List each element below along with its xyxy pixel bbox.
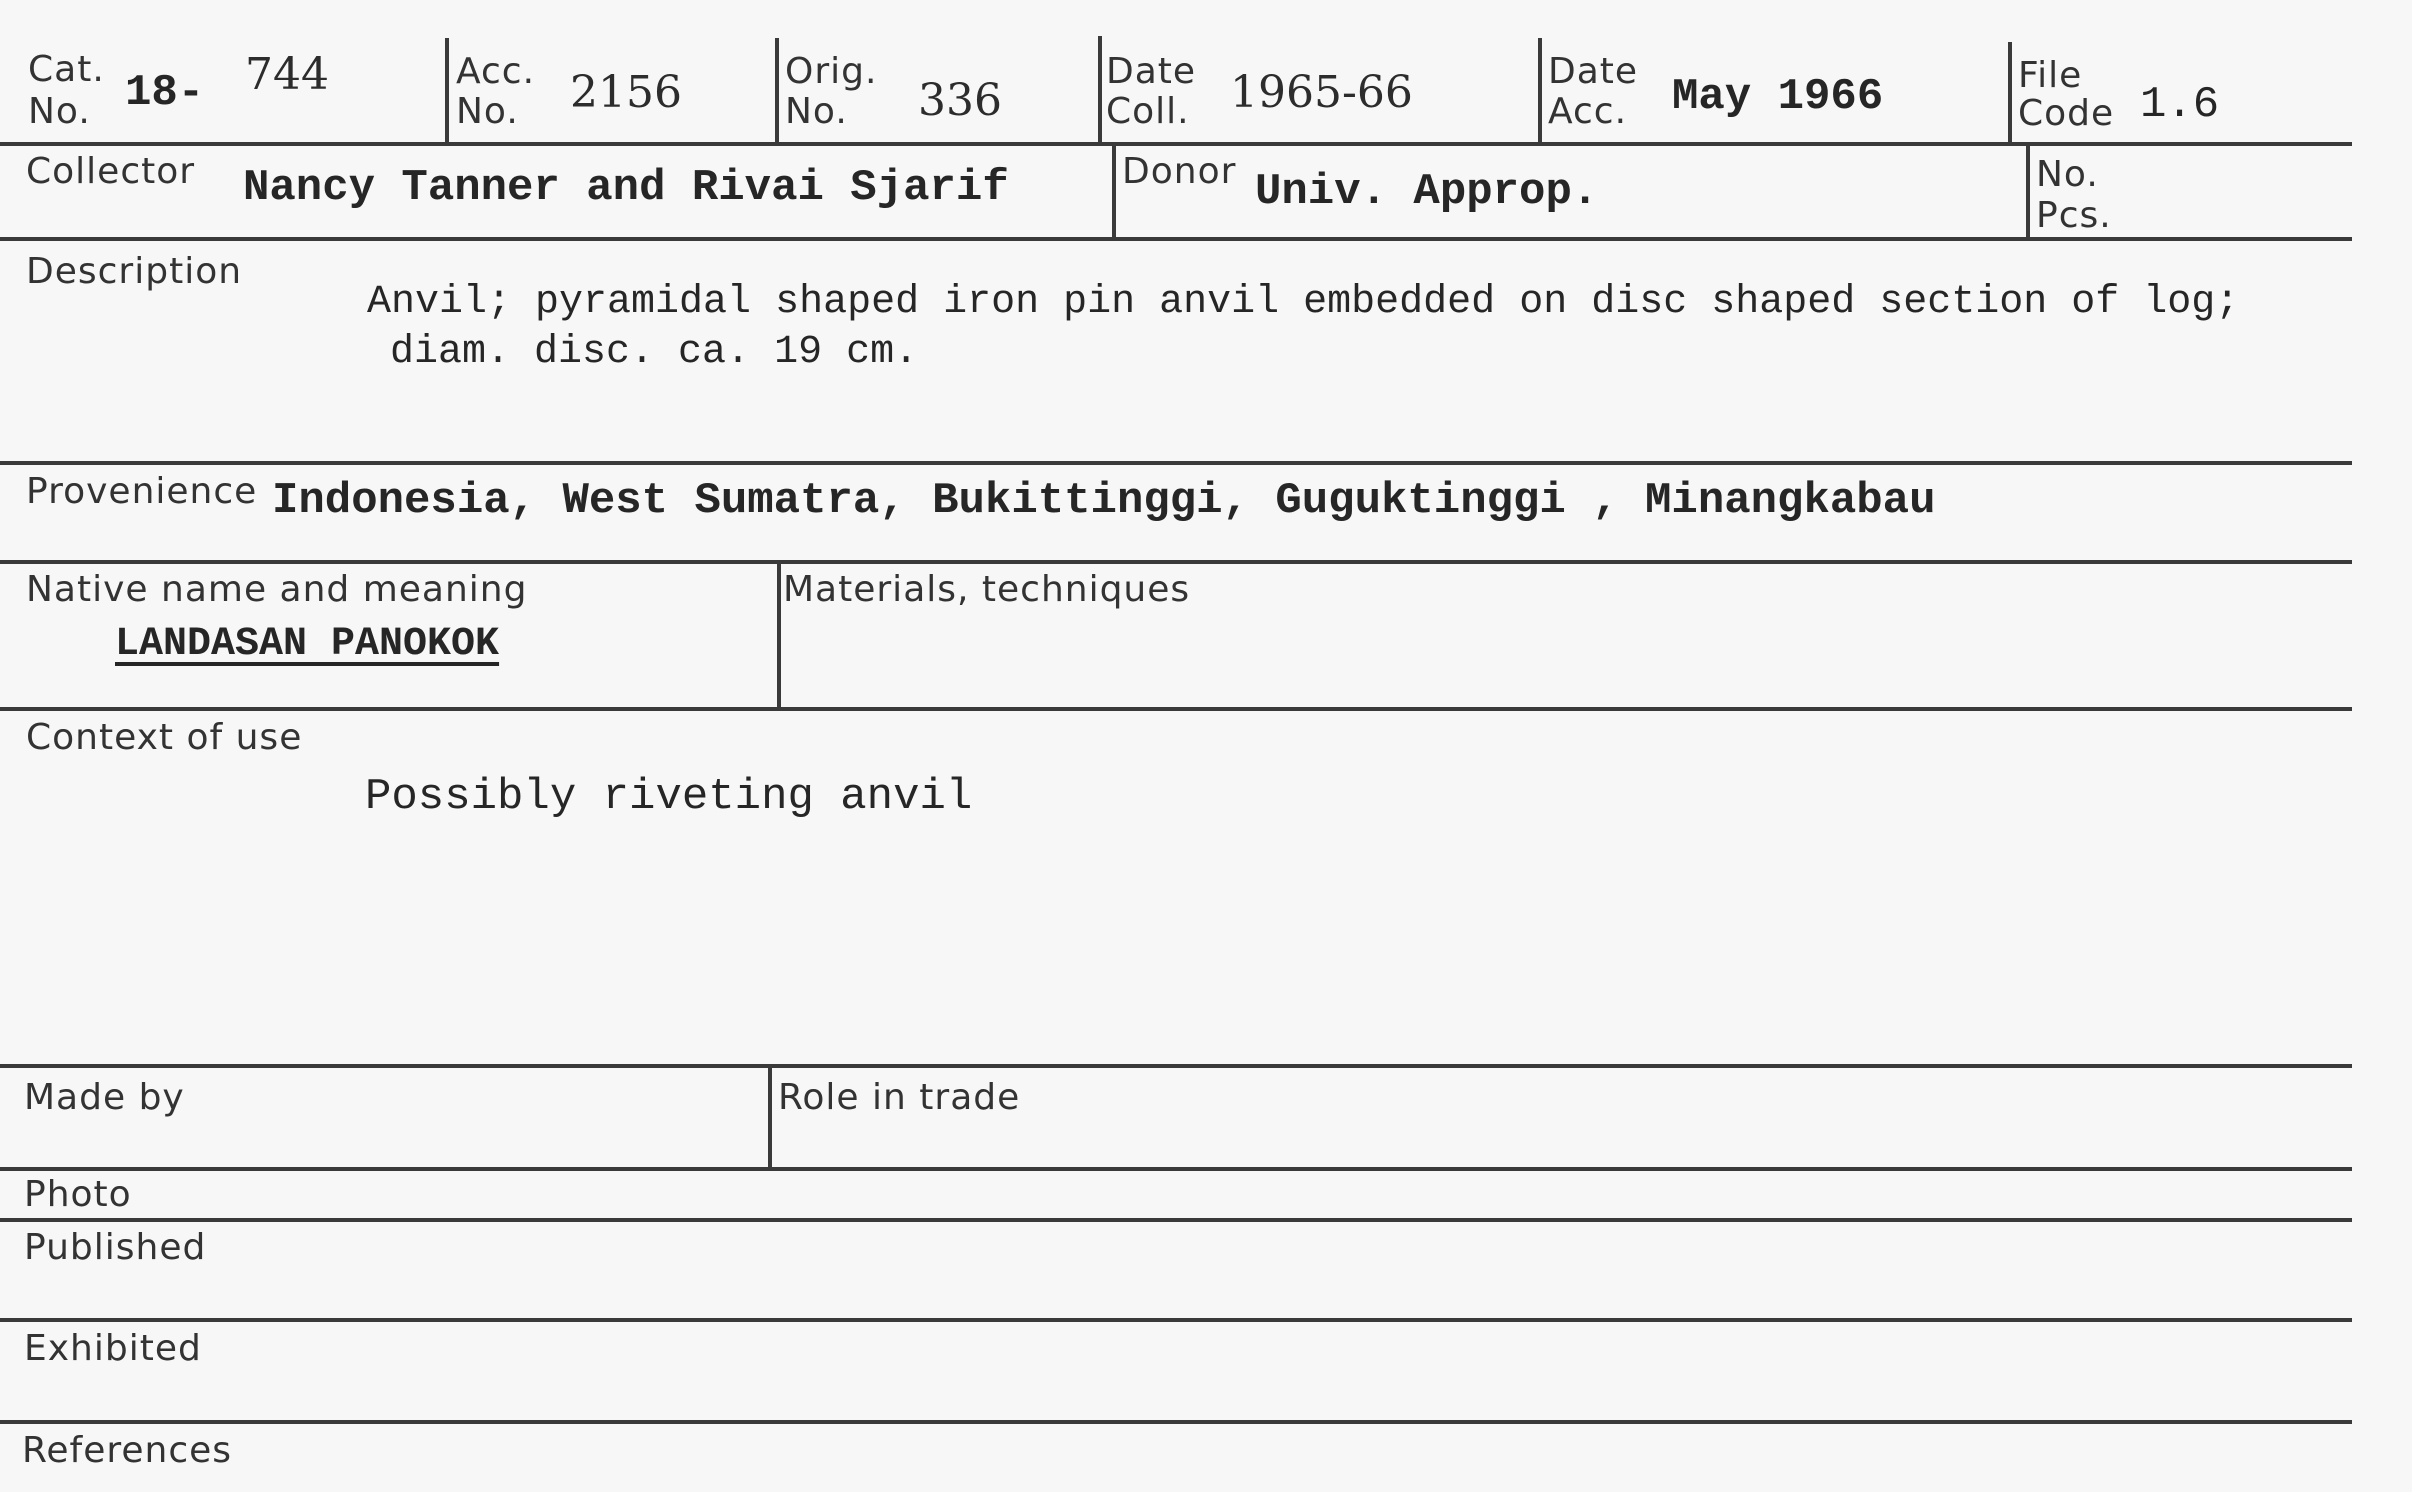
rule-roletrade-left — [768, 1064, 772, 1169]
acc-label-top: Acc. — [456, 51, 536, 92]
provenience-value: Indonesia, West Sumatra, Bukittinggi, Guguktinggi , Minangkabau — [272, 476, 1936, 526]
made-by-label: Made by — [24, 1077, 185, 1118]
date-acc-label-bottom: Acc. — [1548, 91, 1628, 132]
rule-context-bottom — [0, 1064, 2352, 1068]
role-in-trade-label: Role in trade — [778, 1077, 1021, 1118]
rule-header-bottom — [0, 142, 2352, 146]
rule-collector-bottom — [0, 237, 2352, 241]
cat-number: 744 — [245, 49, 329, 100]
cat-label-bottom: No. — [28, 91, 91, 132]
description-label: Description — [26, 251, 243, 292]
rule-description-bottom — [0, 461, 2352, 465]
rule-exhibited-bottom — [0, 1420, 2352, 1424]
acc-label-bottom: No. — [456, 91, 519, 132]
orig-label-bottom: No. — [785, 91, 848, 132]
description-line-2: diam. disc. ca. 19 cm. — [390, 330, 919, 375]
rule-provenience-bottom — [0, 560, 2352, 564]
photo-label: Photo — [24, 1174, 132, 1215]
orig-label-top: Orig. — [785, 51, 878, 92]
rule-materials-left — [777, 560, 781, 709]
native-name-value: LANDASAN PANOKOK — [115, 622, 500, 667]
date-coll-label-bottom: Coll. — [1106, 91, 1190, 132]
references-label: References — [22, 1430, 233, 1471]
file-code-label-bottom: Code — [2018, 93, 2115, 134]
rule-header-sep-4 — [1538, 38, 1542, 142]
context-value: Possibly riveting anvil — [365, 772, 973, 822]
rule-published-bottom — [0, 1318, 2352, 1322]
context-label: Context of use — [26, 717, 303, 758]
donor-value: Univ. Approp. — [1255, 167, 1599, 217]
date-acc-label-top: Date — [1548, 51, 1639, 92]
acc-number: 2156 — [570, 67, 682, 118]
donor-label: Donor — [1122, 151, 1237, 192]
native-name-label: Native name and meaning — [26, 569, 528, 610]
date-acc-value: May 1966 — [1672, 72, 1884, 122]
description-line-1: Anvil; pyramidal shaped iron pin anvil embedded on disc shaped section of log; — [367, 280, 2240, 325]
pieces-label-top: No. — [2036, 154, 2099, 195]
cat-label-top: Cat. — [28, 49, 105, 90]
rule-header-sep-2 — [775, 38, 779, 142]
rule-header-sep-3 — [1098, 36, 1102, 142]
provenience-label: Provenience — [26, 471, 258, 512]
date-coll-label-top: Date — [1106, 51, 1197, 92]
orig-number: 336 — [918, 75, 1002, 126]
rule-header-sep-1 — [445, 38, 449, 142]
collector-value: Nancy Tanner and Rivai Sjarif — [243, 163, 1009, 213]
rule-photo-bottom — [0, 1218, 2352, 1222]
rule-native-bottom — [0, 707, 2352, 711]
rule-pieces-left — [2026, 142, 2030, 239]
cat-prefix: 18- — [125, 68, 205, 118]
collector-label: Collector — [26, 151, 196, 192]
date-coll-value: 1965-66 — [1230, 67, 1413, 118]
published-label: Published — [24, 1227, 207, 1268]
file-code-value: 1.6 — [2140, 80, 2220, 130]
rule-donor-left — [1112, 142, 1116, 239]
pieces-label-bottom: Pcs. — [2036, 195, 2112, 236]
exhibited-label: Exhibited — [24, 1328, 202, 1369]
rule-madeby-bottom — [0, 1167, 2352, 1171]
materials-label: Materials, techniques — [783, 569, 1191, 610]
file-code-label-top: File — [2018, 55, 2083, 96]
rule-header-sep-5 — [2008, 42, 2012, 142]
